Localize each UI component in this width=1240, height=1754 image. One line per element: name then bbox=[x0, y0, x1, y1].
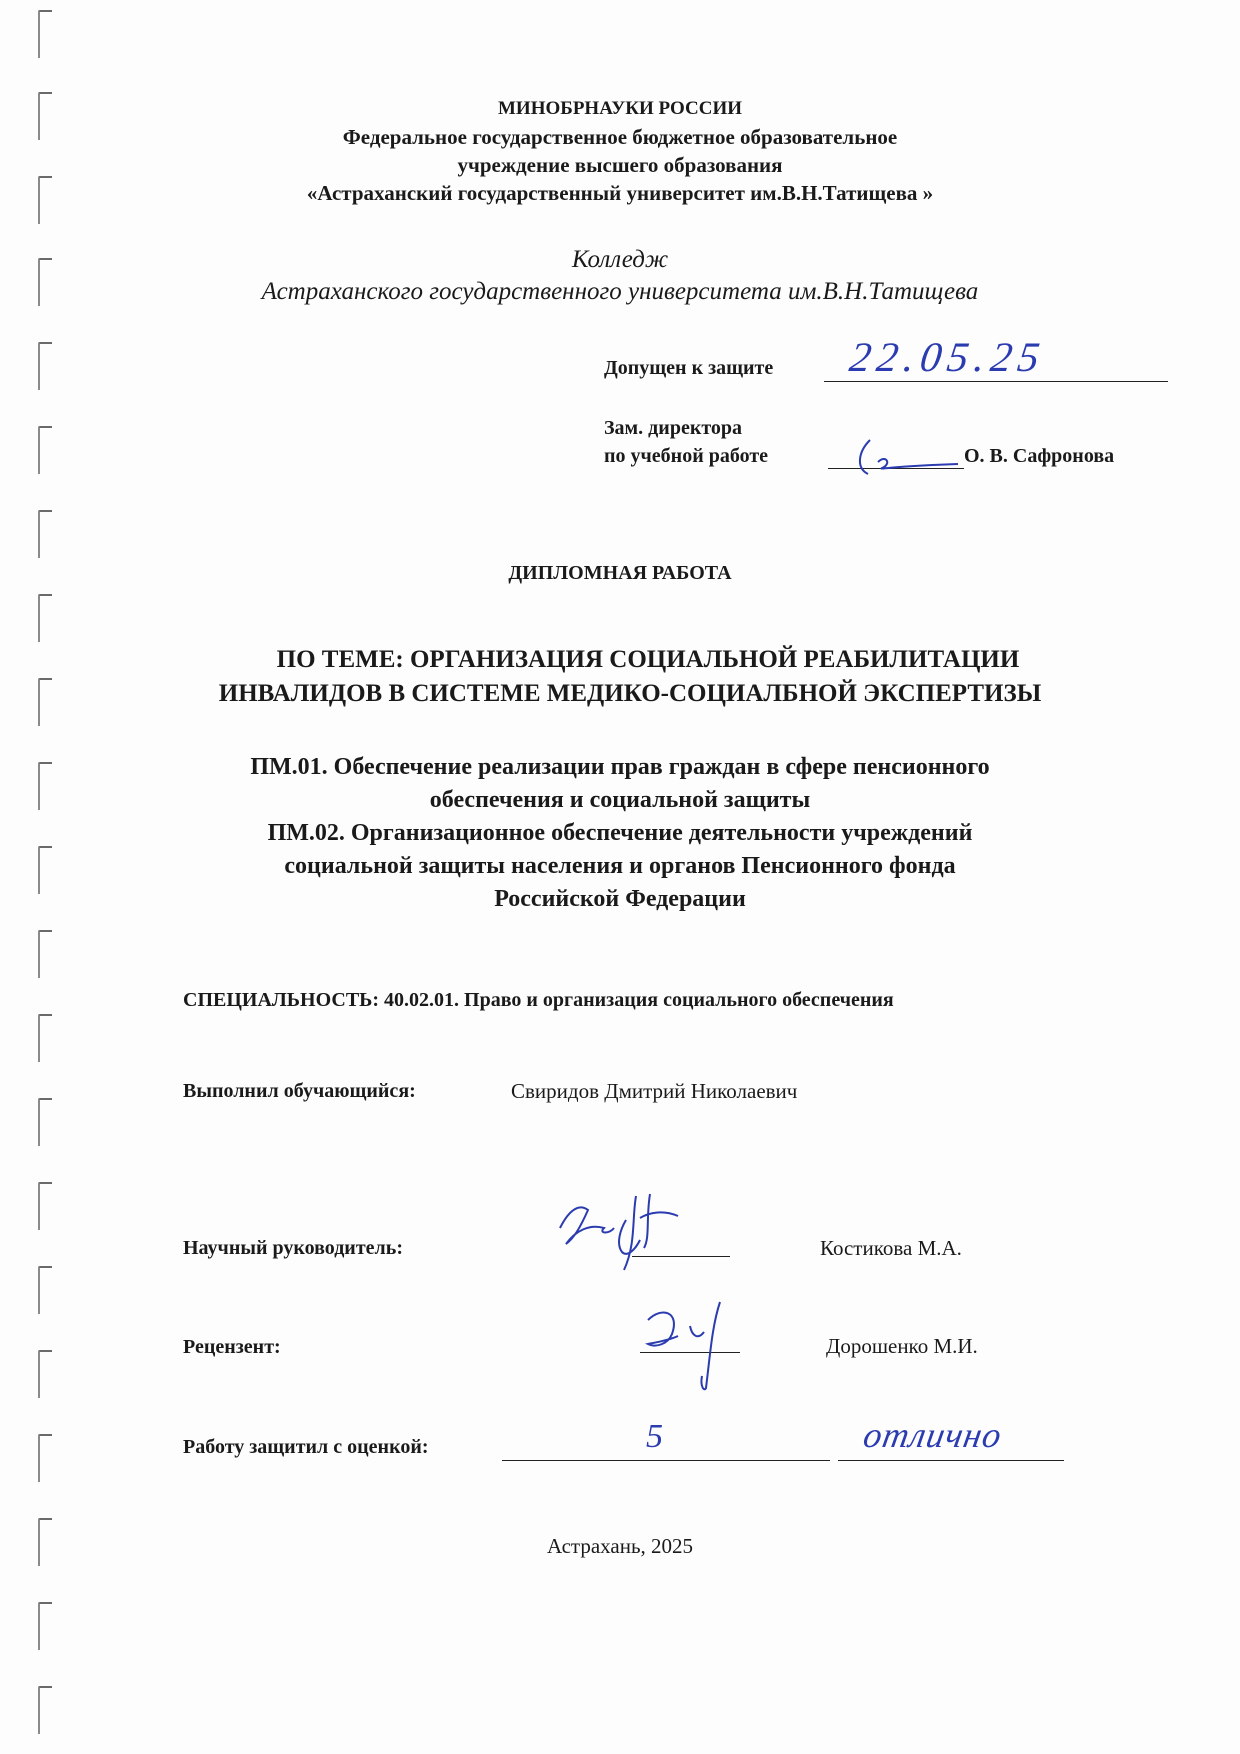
binding-mark bbox=[38, 594, 52, 642]
binding-mark bbox=[38, 426, 52, 474]
admitted-date-handwritten: 22.05.25 bbox=[846, 335, 1049, 381]
binding-mark bbox=[38, 1434, 52, 1482]
grade-words-handwritten: отлично bbox=[860, 1415, 1006, 1455]
grade-words-line bbox=[838, 1460, 1064, 1461]
binding-mark bbox=[38, 1014, 52, 1062]
module-pm01-line-1: ПМ.01. Обеспечение реализации прав граждан в сфере пенсионного bbox=[250, 754, 990, 780]
binding-mark bbox=[38, 342, 52, 390]
work-type-title: ДИПЛОМНАЯ РАБОТА bbox=[508, 562, 732, 584]
binding-mark bbox=[38, 1602, 52, 1650]
module-pm01-line-2: обеспечения и социальной защиты bbox=[429, 787, 811, 813]
grade-value-line bbox=[502, 1460, 830, 1461]
binding-mark bbox=[38, 1182, 52, 1230]
binding-mark bbox=[38, 1266, 52, 1314]
institution-line-1: Федеральное государственное бюджетное образовательное bbox=[342, 125, 898, 149]
ministry-title: МИНОБРНАУКИ РОССИИ bbox=[497, 98, 743, 119]
admitted-label: Допущен к защите bbox=[604, 357, 774, 379]
topic-line-2: ИНВАЛИДОВ В СИСТЕМЕ МЕДИКО-СОЦИАЛБНОЙ ЭКСПЕРТИЗЫ bbox=[218, 680, 1042, 707]
binding-mark bbox=[38, 930, 52, 978]
supervisor-label: Научный руководитель: bbox=[183, 1237, 403, 1259]
grade-label: Работу защитил с оценкой: bbox=[183, 1436, 429, 1458]
deputy-name: О. В. Сафронова bbox=[964, 445, 1115, 467]
specialty: СПЕЦИАЛЬНОСТЬ: 40.02.01. Право и организация социального обеспечения bbox=[183, 989, 894, 1011]
college-line-1: Колледж bbox=[571, 246, 669, 273]
reviewer-name: Дорошенко М.И. bbox=[826, 1334, 978, 1358]
module-pm02-line-1: ПМ.02. Организационное обеспечение деятельности учреждений bbox=[267, 820, 973, 846]
university-name: «Астраханский государственный университет им.В.Н.Татищева » bbox=[306, 181, 934, 205]
binding-mark bbox=[38, 1686, 52, 1734]
college-line-2: Астраханского государственного университета им.В.Н.Татищева bbox=[261, 278, 979, 305]
grade-value-handwritten: 5 bbox=[646, 1418, 663, 1455]
institution-line-2: учреждение высшего образования bbox=[457, 153, 783, 177]
topic-line-1: ПО ТЕМЕ: ОРГАНИЗАЦИЯ СОЦИАЛЬНОЙ РЕАБИЛИТАЦИИ bbox=[276, 646, 1020, 673]
city-year: Астрахань, 2025 bbox=[546, 1534, 694, 1558]
reviewer-signature bbox=[640, 1296, 750, 1396]
deputy-label-line-1: Зам. директора bbox=[604, 417, 743, 439]
supervisor-signature bbox=[540, 1188, 740, 1278]
binding-mark bbox=[38, 510, 52, 558]
student-label: Выполнил обучающийся: bbox=[183, 1080, 416, 1102]
module-pm02-line-3: Российской Федерации bbox=[494, 886, 746, 912]
deputy-label-line-2: по учебной работе bbox=[604, 445, 769, 467]
deputy-signature bbox=[848, 430, 968, 480]
supervisor-name: Костикова М.А. bbox=[820, 1236, 962, 1260]
binding-mark bbox=[38, 10, 52, 58]
module-pm02-line-2: социальной защиты населения и органов Пенсионного фонда bbox=[284, 853, 956, 879]
student-name: Свиридов Дмитрий Николаевич bbox=[511, 1079, 798, 1103]
binding-mark bbox=[38, 1350, 52, 1398]
reviewer-label: Рецензент: bbox=[183, 1336, 281, 1358]
binding-mark bbox=[38, 1098, 52, 1146]
